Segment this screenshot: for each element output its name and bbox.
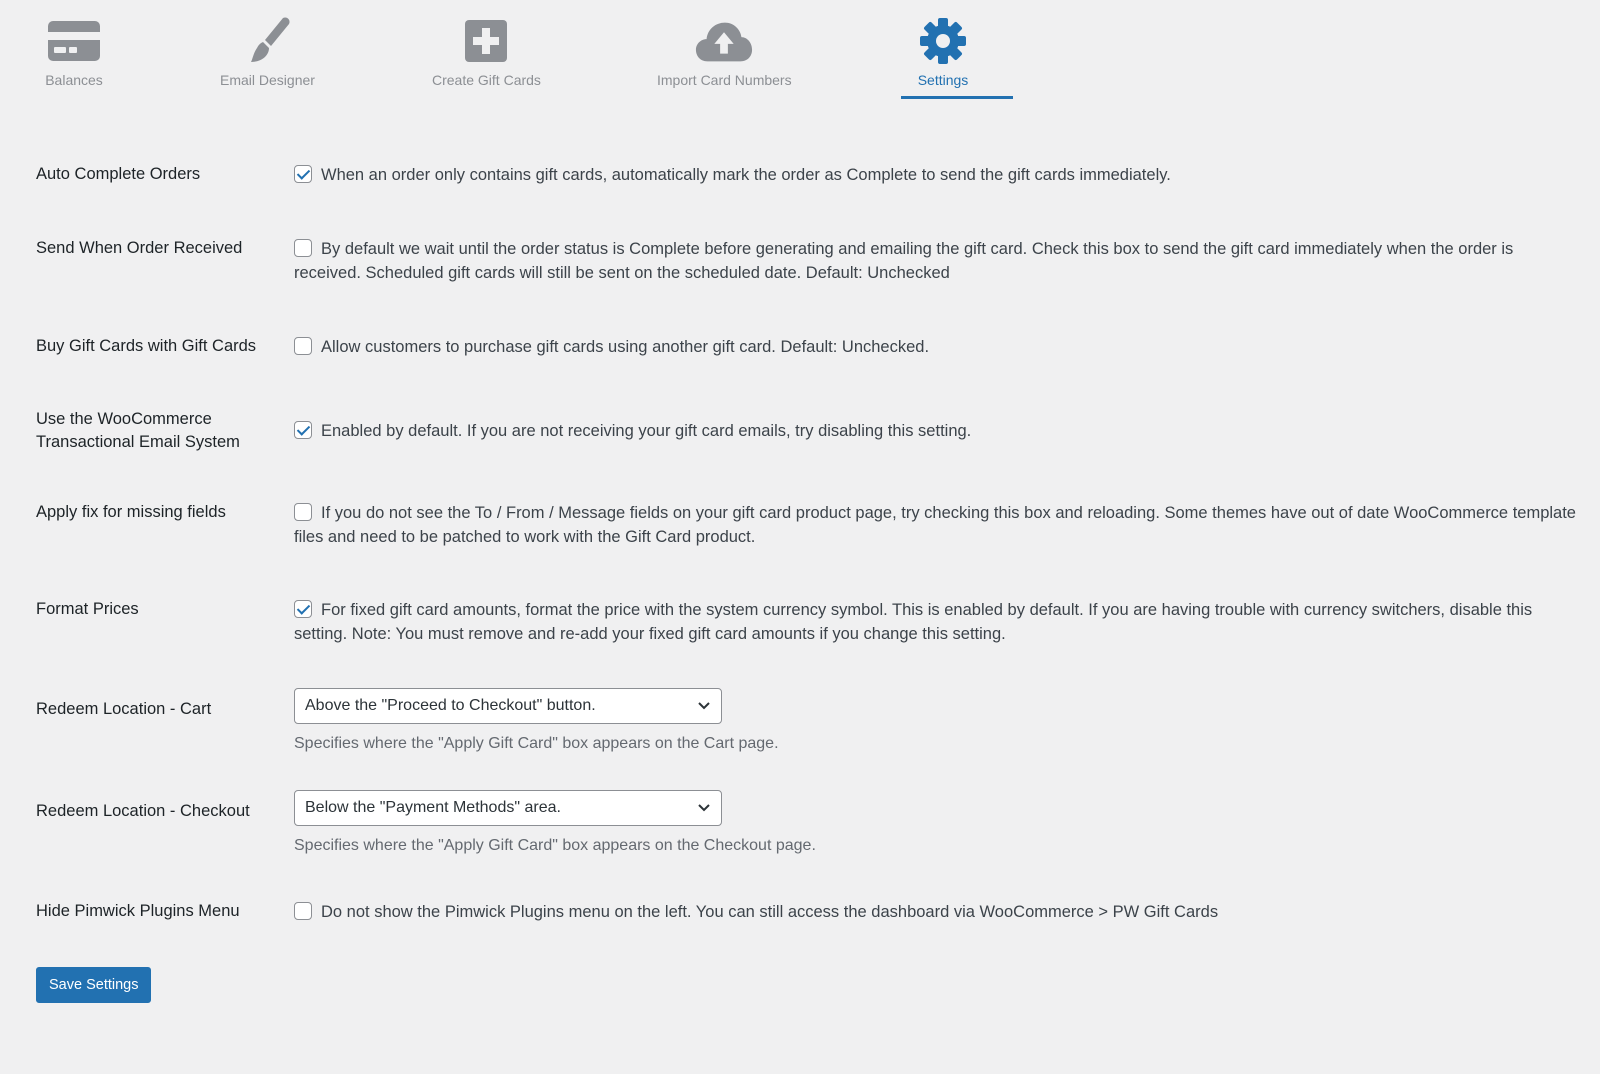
format-prices-checkbox[interactable] [294,600,312,618]
tab-import-card-numbers-label: Import Card Numbers [657,72,792,88]
tab-email-designer-label: Email Designer [220,72,315,88]
setting-label: Redeem Location - Checkout [36,802,250,820]
setting-description: When an order only contains gift cards, automatically mark the order as Complete to send the gift cards immediately. [321,166,1171,184]
setting-description: Allow customers to purchase gift cards using another gift card. Default: Unchecked. [321,338,930,356]
tab-settings-label: Settings [917,72,969,88]
tab-create-gift-cards-label: Create Gift Cards [432,72,541,88]
setting-control [294,790,1584,858]
gear-icon [913,16,973,66]
credit-card-icon [44,16,104,66]
tab-balances[interactable] [44,16,104,88]
setting-control [294,501,1584,549]
cloud-upload-icon [694,16,754,66]
setting-description: Specifies where the "Apply Gift Card" box appears on the Cart page. [294,735,779,752]
tab-balances-label: Balances [45,72,103,88]
setting-label: Buy Gift Cards with Gift Cards [36,337,257,355]
setting-control [294,688,1584,756]
top-nav [0,0,1600,110]
tab-settings[interactable] [913,16,973,88]
redeem-cart-select[interactable] [294,688,722,724]
chevron-down-icon [697,701,711,711]
buy-with-gift-cards-checkbox[interactable] [294,337,312,355]
selected-option: Above the "Proceed to Checkout" button. [305,697,596,714]
woo-email-system-checkbox[interactable] [294,421,312,439]
setting-label: Hide Pimwick Plugins Menu [36,902,240,920]
setting-label: Auto Complete Orders [36,165,201,183]
active-tab-indicator [901,96,1013,99]
setting-description: Specifies where the "Apply Gift Card" box appears on the Checkout page. [294,837,816,854]
setting-control [294,900,1584,924]
setting-label: Send When Order Received [36,239,243,257]
setting-label: Use the WooCommerce Transactional Email System [36,410,240,451]
chevron-down-icon [697,803,711,813]
setting-description: For fixed gift card amounts, format the price with the system currency symbol. This is enabled by default. If you are having trouble with currency switchers, disable this setting. Note: You must remove and re-add your fixed gift card amounts if you change this setting. [294,601,1533,643]
setting-control [294,335,1584,359]
setting-control [294,419,1584,443]
setting-label: Format Prices [36,600,139,618]
setting-label: Apply fix for missing fields [36,503,226,521]
missing-fields-fix-checkbox[interactable] [294,503,312,521]
save-settings-button[interactable]: Save Settings [36,967,151,1003]
tab-email-designer[interactable] [220,16,315,88]
setting-description: Do not show the Pimwick Plugins menu on the left. You can still access the dashboard via WooCommerce > PW Gift Cards [321,903,1219,921]
setting-description: Enabled by default. If you are not receiving your gift card emails, try disabling this setting. [321,422,972,440]
auto-complete-checkbox[interactable] [294,165,312,183]
paintbrush-icon [237,16,297,66]
redeem-checkout-select[interactable] [294,790,722,826]
setting-control [294,598,1584,646]
setting-control [294,163,1584,187]
setting-label: Redeem Location - Cart [36,700,212,718]
setting-description: By default we wait until the order status is Complete before generating and emailing the gift card. Check this box to send the gift card immediately when the order is received. Scheduled gift cards will still be sent on the scheduled date. Default: Unchecked [294,240,1514,282]
plus-square-icon [456,16,516,66]
hide-menu-checkbox[interactable] [294,902,312,920]
tab-create-gift-cards[interactable] [432,16,541,88]
send-when-received-checkbox[interactable] [294,239,312,257]
setting-description: If you do not see the To / From / Message fields on your gift card product page, try checking this box and reloading. Some themes have out of date WooCommerce template files and need to be patched to work with the Gift Card product. [294,504,1576,546]
setting-control [294,237,1584,285]
selected-option: Below the "Payment Methods" area. [305,799,561,816]
tab-import-card-numbers[interactable] [657,16,792,88]
